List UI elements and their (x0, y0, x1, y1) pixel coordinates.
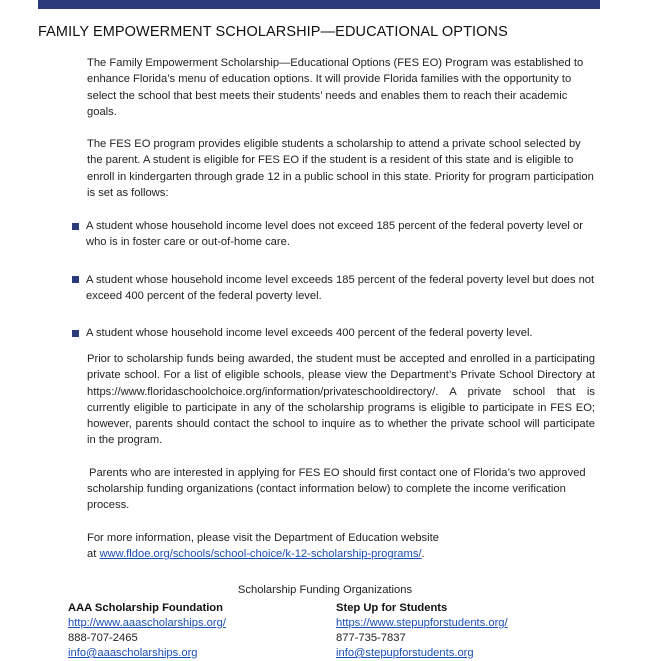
org-phone: 877-735-7837 (336, 632, 406, 644)
org-website-link[interactable]: https://www.stepupforstudents.org/ (336, 617, 508, 629)
list-item (72, 325, 597, 341)
list-item-text: A student whose household income level exceeds 185 percent of the federal poverty level but does not exceed 400 percent of the federal poverty level. (86, 273, 595, 302)
header-rule (38, 0, 600, 9)
list-item (72, 272, 597, 305)
list-item-text: A student whose household income level does not exceed 185 percent of the federal poverty level or who is in foster care or out-of-home care. (86, 220, 583, 249)
org-name: AAA Scholarship Foundation (68, 602, 223, 614)
details-section (87, 351, 595, 562)
funding-paragraph: Prior to scholarship funds being awarded, the student must be accepted and enrolled in a participating private school. For a list of eligible schools, please view the Department’s Private School Directory at https://www.floridaschoolchoice.org/information/privateschooldirectory/. A private school that is currently eligible to participate in any of the scholarship programs is eligible to participate in FES EO; however, parents should contact the school to inquire as to whether the private school will participate in the program. (87, 353, 595, 447)
more-info-at: at (87, 547, 100, 560)
square-bullet-icon (72, 223, 79, 230)
organizations-heading: Scholarship Funding Organizations (237, 584, 413, 596)
sfo-contact-paragraph: Parents who are interested in applying for FES EO should first contact one of Florida’s two approved scholarship funding organizations (contact information below) to complete the income verification process. (87, 466, 586, 512)
list-item (72, 218, 597, 251)
fldoe-link[interactable]: www.fldoe.org/schools/school-choice/k-12-scholarship-programs/ (99, 547, 422, 560)
list-item-text: A student whose household income level exceeds 400 percent of the federal poverty level. (86, 327, 533, 340)
more-info-paragraph (87, 530, 595, 563)
intro-paragraph: The Family Empowerment Scholarship—Educational Options (FES EO) Program was established to enhance Florida’s menu of education options. It will provide Florida families with the opportunity to select the school that best meets their students’ needs and enables them to reach their academic goals. (87, 57, 584, 118)
org-step-up (336, 601, 508, 661)
org-name: Step Up for Students (336, 602, 448, 614)
more-info-period: . (421, 547, 425, 560)
org-email-link[interactable]: info@aaascholarships.org (68, 647, 198, 659)
more-info-text: For more information, please visit the Department of Education website (87, 531, 439, 544)
org-website-link[interactable]: http://www.aaascholarships.org/ (68, 617, 226, 629)
square-bullet-icon (72, 330, 79, 337)
org-email-link[interactable]: info@stepupforstudents.org (336, 647, 474, 659)
square-bullet-icon (72, 276, 79, 283)
org-aaa (68, 601, 226, 661)
org-phone: 888-707-2465 (68, 632, 138, 644)
priority-list (72, 218, 597, 362)
page-title: FAMILY EMPOWERMENT SCHOLARSHIP—EDUCATIONAL OPTIONS (38, 24, 508, 40)
eligibility-paragraph: The FES EO program provides eligible students a scholarship to attend a private school selected by the parent. A student is eligible for FES EO if the student is a resident of this state and is eligible to enroll in kindergarten through grade 12 in a public school in this state. Priority for program participation is set as follows: (87, 138, 594, 200)
intro-section (87, 55, 595, 217)
